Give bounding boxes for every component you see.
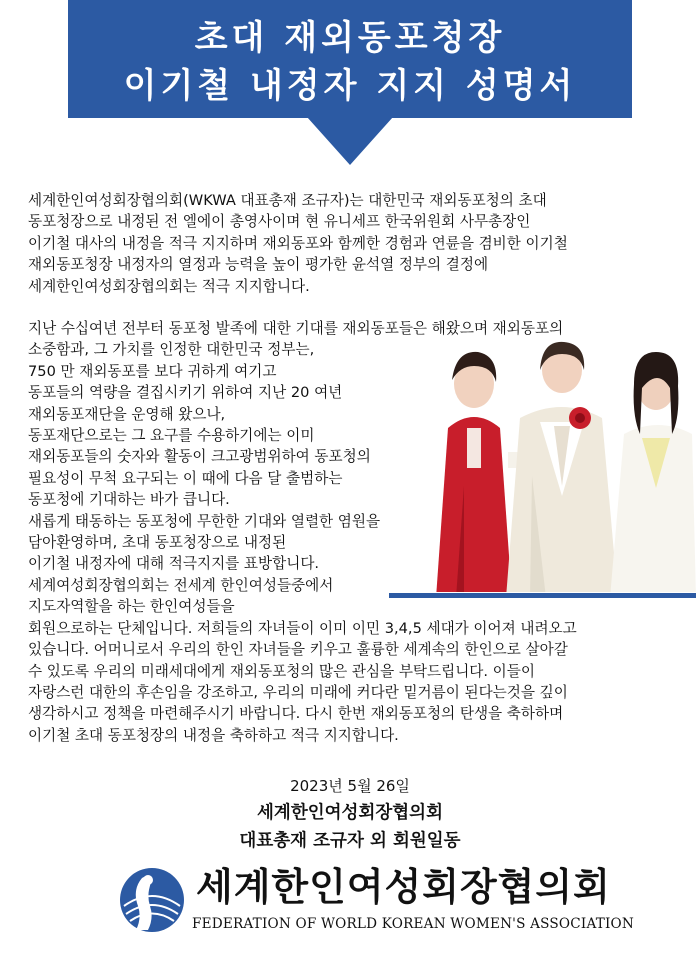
text-line: 이기철 내정자에 대해 적극지지를 표방합니다.	[28, 555, 320, 573]
text-line: 새롭게 태동하는 동포청에 무한한 기대와 열렬한 염원을	[28, 512, 381, 530]
logo-korean-name: 세계한인여성회장협의회	[196, 865, 611, 909]
text-line: 수 있도록 우리의 미래세대에게 재외동포청의 많은 관심을 부탁드립니다. 이들이	[28, 662, 535, 680]
text-line: 동포청에 기대하는 바가 큽니다.	[28, 491, 230, 509]
text-line: 세계여성회장협의회는 전세계 한인여성들중에서	[28, 576, 334, 594]
text-line: 이기철 대사의 내정을 적극 지지하며 재외동포와 함께한 경험과 연륜을 겸비한 이기철	[28, 234, 568, 252]
text-line: 동포재단으로는 그 요구를 수용하기에는 이미	[28, 427, 315, 445]
text-line: 소중함과, 그 가치를 인정한 대한민국 정부는,	[28, 341, 315, 359]
text-line: 세계한인여성회장협의회(WKWA 대표총재 조규자)는 대한민국 재외동포청의 초대	[28, 192, 547, 209]
text-line: 생각하시고 정책을 마련해주시기 바랍니다. 다시 한번 재외동포청의 탄생을 축하하며	[28, 705, 564, 723]
paragraph-2	[28, 318, 678, 746]
text-line: 자랑스런 대한의 후손임을 강조하고, 우리의 미래에 커다란 밑거름이 된다는것을 깊이	[28, 683, 568, 701]
signature-organization: 세계한인여성회장협의회	[257, 803, 443, 823]
text-line: 동포들의 역량을 결집시키기 위하여 지난 20 여년	[28, 384, 343, 402]
text-line: 재외동포재단을 운영해 왔으나,	[28, 405, 226, 423]
title-banner-arrow	[307, 117, 393, 165]
text-line: 지도자역할을 하는 한인여성들을	[28, 598, 235, 616]
signature-representative: 대표총재 조규자 외 회원일동	[239, 831, 461, 851]
text-line: 750 만 재외동포를 보다 귀하게 여기고	[28, 362, 277, 380]
text-line: 재외동포청장 내정자의 열정과 능력을 높이 평가한 윤석열 정부의 결정에	[28, 256, 489, 274]
text-line: 이기철 초대 동포청장의 내정을 축하하고 적극 지지합니다.	[28, 726, 399, 744]
text-line: 있습니다. 어머니로서 우리의 한인 자녀들을 키우고 훌륭한 세계속의 한인으로 살아갈	[28, 641, 568, 659]
text-line: 담아환영하며, 초대 동포청장으로 내정된	[28, 534, 287, 552]
text-line: 동포청장으로 내정된 전 엘에이 총영사이며 현 유니세프 한국위원회 사무총장인	[28, 213, 531, 231]
text-line: 재외동포들의 숫자와 활동이 크고광범위하여 동포청의	[28, 448, 371, 466]
paragraph-1	[28, 190, 678, 297]
text-line: 세계한인여성회장협의회는 적극 지지합니다.	[28, 277, 310, 295]
text-line: 회원으로하는 단체입니다. 저희들의 자녀들이 이미 이민 3,4,5 세대가 이어져 내려오고	[28, 619, 577, 637]
title-line-2: 이기철 내정자 지지 성명서	[123, 66, 577, 106]
text-line: 지난 수십여년 전부터 동포청 발족에 대한 기대를 재외동포들은 해왔으며 재외동포의	[28, 320, 564, 337]
text-line: 필요성이 무척 요구되는 이 때에 다음 달 출범하는	[28, 469, 343, 487]
logo-english-name: FEDERATION OF WORLD KOREAN WOMEN'S ASSOCIATION	[192, 916, 634, 932]
title-line-1: 초대 재외동포청장	[194, 18, 506, 58]
statement-date: 2023년 5월 26일	[290, 777, 410, 795]
wkwa-logo-icon	[118, 866, 186, 934]
